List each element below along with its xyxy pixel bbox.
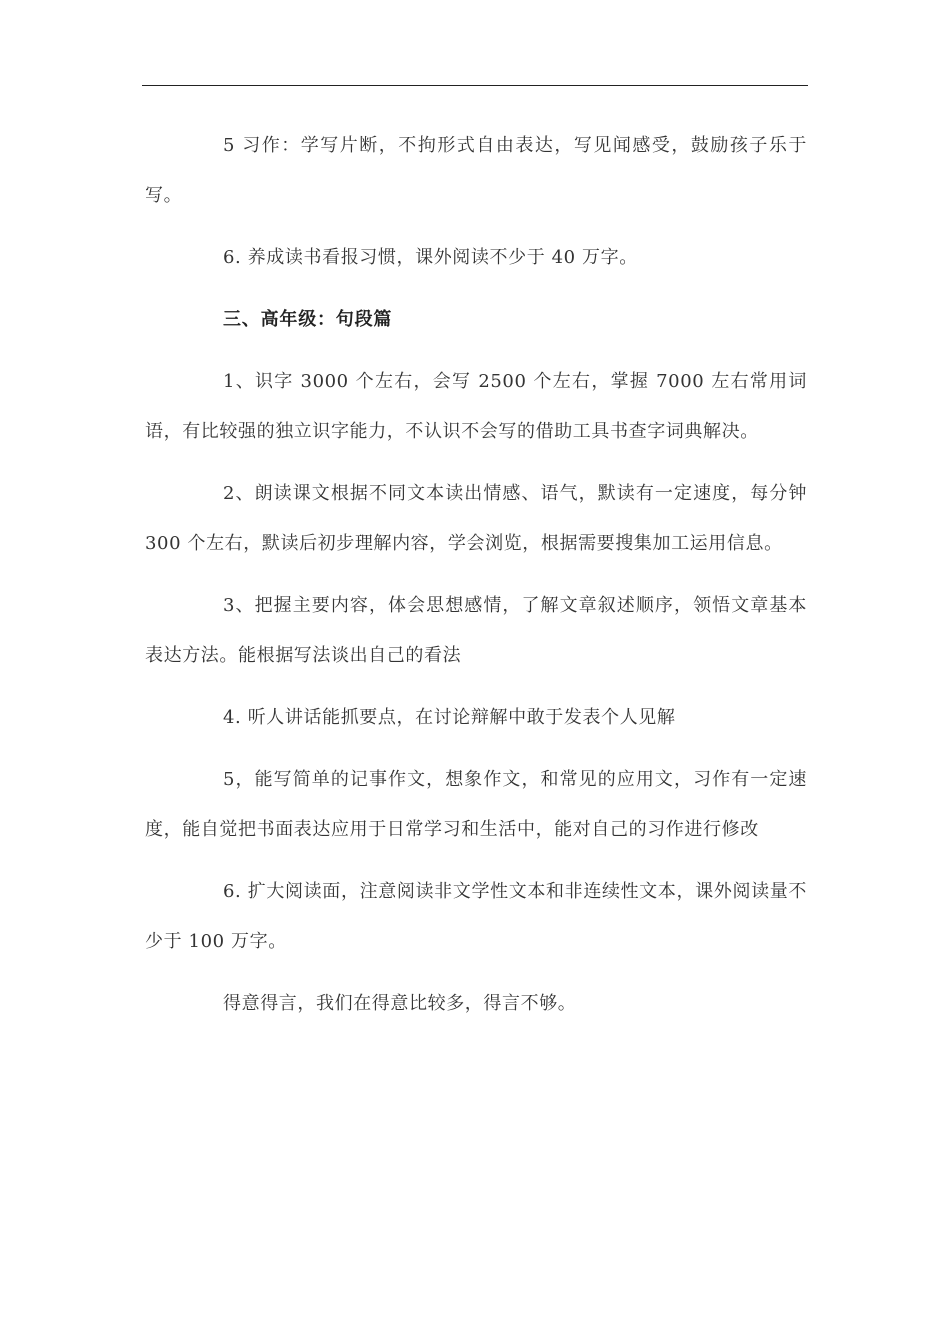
paragraph-extended-reading: 6. 扩大阅读面，注意阅读非文学性文本和非连续性文本，课外阅读量不少于 100 万字。 xyxy=(145,881,807,952)
paragraph-writing: 5 习作：学写片断，不拘形式自由表达，写见闻感受，鼓励孩子乐于写。 xyxy=(145,135,807,206)
paragraph-literacy: 1、识字 3000 个左右，会写 2500 个左右，掌握 7000 左右常用词语，有比较强的独立识字能力，不认识不会写的借助工具书查字词典解决。 xyxy=(145,371,807,442)
section-heading: 三、高年级：句段篇 xyxy=(223,309,393,330)
paragraph-reading-aloud: 2、朗读课文根据不同文本读出情感、语气，默读有一定速度，每分钟 300 个左右，默读后初步理解内容，学会浏览，根据需要搜集加工运用信息。 xyxy=(145,483,807,554)
header-rule xyxy=(142,85,808,86)
paragraph-comprehension: 3、把握主要内容，体会思想感情，了解文章叙述顺序，领悟文章基本表达方法。能根据写法谈出自己的看法 xyxy=(145,595,807,666)
paragraph-listening: 4. 听人讲话能抓要点，在讨论辩解中敢于发表个人见解 xyxy=(223,707,676,728)
paragraph-closing: 得意得言，我们在得意比较多，得言不够。 xyxy=(223,993,577,1014)
paragraph-composition: 5，能写简单的记事作文，想象作文，和常见的应用文，习作有一定速度，能自觉把书面表达应用于日常学习和生活中，能对自己的习作进行修改 xyxy=(145,769,807,840)
paragraph-reading-habit: 6. 养成读书看报习惯，课外阅读不少于 40 万字。 xyxy=(223,247,638,268)
document-body xyxy=(145,121,807,1041)
